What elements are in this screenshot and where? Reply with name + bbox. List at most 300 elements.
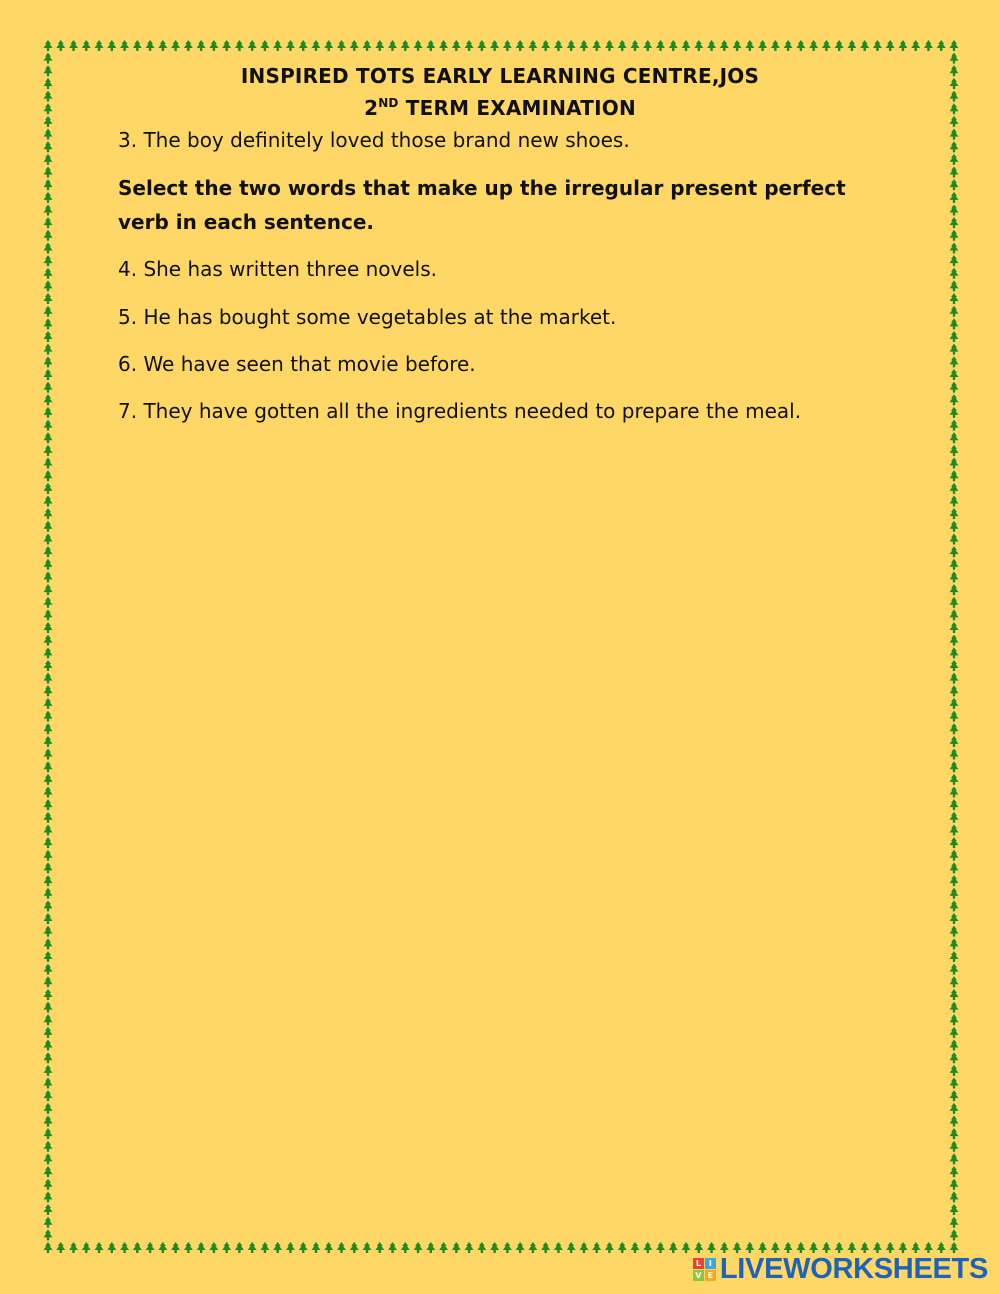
tree-icon: [44, 888, 53, 899]
tree-icon: [146, 1242, 155, 1253]
tree-icon: [784, 40, 793, 51]
tree-icon: [44, 483, 53, 494]
tree-icon: [950, 167, 959, 178]
liveworksheets-logo: [693, 1252, 988, 1286]
tree-icon: [567, 1242, 576, 1253]
instruction-line-2: verb in each sentence.: [118, 210, 375, 234]
tree-icon: [758, 40, 767, 51]
tree-icon: [452, 1242, 461, 1253]
tree-icon: [44, 989, 53, 1000]
tree-icon: [950, 204, 959, 215]
tree-icon: [350, 40, 359, 51]
tree-icon: [528, 1242, 537, 1253]
tree-icon: [44, 1103, 53, 1114]
tree-icon: [579, 40, 588, 51]
tree-icon: [56, 40, 65, 51]
tree-icon: [235, 40, 244, 51]
tree-icon: [669, 1242, 678, 1253]
tree-icon: [248, 40, 257, 51]
tree-icon: [605, 1242, 614, 1253]
tree-icon: [273, 1242, 282, 1253]
tree-icon: [44, 53, 53, 64]
tree-icon: [950, 369, 959, 380]
tree-icon: [107, 40, 116, 51]
tree-icon: [171, 1242, 180, 1253]
tree-icon: [950, 951, 959, 962]
tree-icon: [133, 40, 142, 51]
tree-icon: [950, 521, 959, 532]
tree-icon: [44, 862, 53, 873]
question-4: 4. She has written three novels.: [118, 257, 437, 281]
tree-icon: [44, 597, 53, 608]
tree-icon: [950, 192, 959, 203]
tree-icon: [56, 1242, 65, 1253]
tree-icon: [171, 40, 180, 51]
exam-title: [0, 96, 1000, 120]
tree-icon: [950, 546, 959, 557]
tree-icon: [707, 40, 716, 51]
tree-icon: [950, 875, 959, 886]
tree-icon: [950, 799, 959, 810]
tree-icon: [44, 382, 53, 393]
tree-icon: [44, 1115, 53, 1126]
tree-icon: [669, 40, 678, 51]
tree-icon: [44, 1040, 53, 1051]
tree-icon: [44, 875, 53, 886]
tree-icon: [452, 40, 461, 51]
tree-icon: [44, 571, 53, 582]
tree-icon: [44, 660, 53, 671]
tree-icon: [44, 1002, 53, 1013]
tree-icon: [311, 40, 320, 51]
tree-icon: [835, 40, 844, 51]
tree-icon: [44, 559, 53, 570]
tree-icon: [44, 40, 53, 51]
tree-icon: [44, 546, 53, 557]
tree-icon: [950, 470, 959, 481]
tree-icon: [465, 40, 474, 51]
tree-icon: [44, 306, 53, 317]
tree-icon: [44, 812, 53, 823]
tree-icon: [950, 40, 959, 51]
tree-icon: [44, 1090, 53, 1101]
tree-icon: [682, 40, 691, 51]
tree-icon: [44, 495, 53, 506]
tree-icon: [209, 40, 218, 51]
tree-icon: [44, 635, 53, 646]
tree-icon: [44, 1179, 53, 1190]
tree-icon: [222, 1242, 231, 1253]
tree-icon: [44, 622, 53, 633]
tree-icon: [197, 1242, 206, 1253]
tree-icon: [44, 242, 53, 253]
tree-icon: [44, 850, 53, 861]
tree-icon: [822, 40, 831, 51]
tree-icon: [950, 53, 959, 64]
tree-icon: [299, 1242, 308, 1253]
tree-icon: [44, 951, 53, 962]
tree-icon: [950, 242, 959, 253]
tree-icon: [950, 394, 959, 405]
term-suffix: ND: [378, 96, 399, 110]
tree-icon: [950, 420, 959, 431]
tree-icon: [950, 318, 959, 329]
tree-icon: [950, 1065, 959, 1076]
tree-icon: [950, 1141, 959, 1152]
tree-icon: [44, 344, 53, 355]
tree-icon: [950, 1115, 959, 1126]
tree-icon: [950, 888, 959, 899]
tree-icon: [950, 812, 959, 823]
tree-icon: [44, 293, 53, 304]
tree-icon: [44, 1052, 53, 1063]
tree-icon: [950, 1204, 959, 1215]
tree-icon: [950, 179, 959, 190]
tree-icon: [950, 407, 959, 418]
tree-icon: [618, 1242, 627, 1253]
tree-icon: [950, 976, 959, 987]
tree-icon: [44, 824, 53, 835]
tree-icon: [771, 40, 780, 51]
tree-icon: [809, 40, 818, 51]
tree-icon: [44, 179, 53, 190]
tree-icon: [950, 154, 959, 165]
tree-icon: [911, 40, 920, 51]
tree-icon: [44, 508, 53, 519]
tree-icon: [44, 1078, 53, 1089]
tree-icon: [796, 40, 805, 51]
tree-icon: [554, 40, 563, 51]
question-3: 3. The boy definitely loved those brand new shoes.: [118, 128, 630, 152]
tree-icon: [950, 508, 959, 519]
tree-icon: [847, 40, 856, 51]
tree-icon: [950, 673, 959, 684]
tree-icon: [44, 913, 53, 924]
tree-icon: [950, 445, 959, 456]
tree-icon: [643, 40, 652, 51]
tree-icon: [950, 1052, 959, 1063]
tree-icon: [950, 647, 959, 658]
tree-icon: [299, 40, 308, 51]
tree-icon: [44, 1141, 53, 1152]
tree-icon: [311, 1242, 320, 1253]
tree-icon: [950, 331, 959, 342]
tree-icon: [950, 432, 959, 443]
term-number: 2: [364, 96, 379, 120]
tree-icon: [950, 1166, 959, 1177]
tree-icon: [477, 40, 486, 51]
tree-icon: [950, 913, 959, 924]
tree-icon: [950, 660, 959, 671]
tree-icon: [184, 40, 193, 51]
tree-icon: [44, 268, 53, 279]
tree-icon: [643, 1242, 652, 1253]
tree-icon: [44, 900, 53, 911]
tree-icon: [44, 749, 53, 760]
tree-icon: [44, 723, 53, 734]
tree-icon: [950, 559, 959, 570]
tree-icon: [44, 1153, 53, 1164]
tree-icon: [950, 1128, 959, 1139]
tree-icon: [950, 774, 959, 785]
tree-icon: [44, 926, 53, 937]
tree-icon: [860, 40, 869, 51]
tree-icon: [414, 1242, 423, 1253]
tree-icon: [44, 230, 53, 241]
tree-icon: [286, 1242, 295, 1253]
tree-icon: [44, 1128, 53, 1139]
tree-icon: [44, 1229, 53, 1240]
tree-icon: [120, 1242, 129, 1253]
tree-icon: [44, 407, 53, 418]
tree-icon: [363, 40, 372, 51]
tree-icon: [44, 1204, 53, 1215]
tree-icon: [950, 129, 959, 140]
tree-icon: [439, 40, 448, 51]
tree-icon: [44, 331, 53, 342]
tree-icon: [248, 1242, 257, 1253]
tree-icon: [107, 1242, 116, 1253]
tree-icon: [950, 344, 959, 355]
tree-icon: [592, 40, 601, 51]
question-7: 7. They have gotten all the ingredients needed to prepare the meal.: [118, 399, 802, 423]
tree-icon: [950, 685, 959, 696]
tree-icon: [235, 1242, 244, 1253]
tree-icon: [388, 1242, 397, 1253]
tree-icon: [439, 1242, 448, 1253]
tree-icon: [950, 711, 959, 722]
tree-icon: [273, 40, 282, 51]
tree-icon: [44, 217, 53, 228]
tree-icon: [630, 40, 639, 51]
tree-icon: [950, 597, 959, 608]
tree-icon: [950, 458, 959, 469]
tree-icon: [950, 280, 959, 291]
logo-mark-icon: L I V E: [693, 1258, 716, 1281]
tree-icon: [465, 1242, 474, 1253]
tree-icon: [950, 382, 959, 393]
tree-icon: [375, 40, 384, 51]
tree-icon: [44, 1065, 53, 1076]
tree-icon: [630, 1242, 639, 1253]
tree-icon: [541, 40, 550, 51]
tree-icon: [44, 964, 53, 975]
tree-icon: [950, 1191, 959, 1202]
tree-icon: [873, 40, 882, 51]
tree-icon: [401, 1242, 410, 1253]
tree-icon: [260, 1242, 269, 1253]
tree-icon: [950, 255, 959, 266]
tree-icon: [44, 1217, 53, 1228]
tree-icon: [950, 761, 959, 772]
tree-icon: [950, 495, 959, 506]
tree-icon: [44, 774, 53, 785]
tree-icon: [44, 318, 53, 329]
tree-icon: [44, 609, 53, 620]
school-name: INSPIRED TOTS EARLY LEARNING CENTRE,JOS: [240, 64, 760, 88]
tree-icon: [950, 230, 959, 241]
tree-icon: [337, 40, 346, 51]
tree-icon: [950, 584, 959, 595]
tree-icon: [44, 787, 53, 798]
tree-icon: [69, 40, 78, 51]
tree-icon: [426, 1242, 435, 1253]
tree-icon: [324, 1242, 333, 1253]
tree-icon: [401, 40, 410, 51]
tree-icon: [950, 736, 959, 747]
tree-icon: [579, 1242, 588, 1253]
tree-icon: [950, 787, 959, 798]
tree-icon: [146, 40, 155, 51]
tree-icon: [44, 938, 53, 949]
tree-icon: [426, 40, 435, 51]
exam-label: TERM EXAMINATION: [405, 96, 636, 120]
tree-icon: [950, 217, 959, 228]
tree-icon: [950, 1229, 959, 1240]
tree-icon: [82, 1242, 91, 1253]
tree-icon: [337, 1242, 346, 1253]
tree-icon: [286, 40, 295, 51]
tree-icon: [375, 1242, 384, 1253]
tree-icon: [886, 40, 895, 51]
tree-icon: [898, 40, 907, 51]
tree-icon: [350, 1242, 359, 1253]
tree-icon: [950, 938, 959, 949]
tree-icon: [950, 1153, 959, 1164]
tree-icon: [950, 837, 959, 848]
tree-icon: [950, 1078, 959, 1089]
tree-icon: [120, 40, 129, 51]
tree-icon: [592, 1242, 601, 1253]
tree-icon: [44, 976, 53, 987]
tree-icon: [950, 900, 959, 911]
tree-icon: [158, 40, 167, 51]
tree-icon: [44, 711, 53, 722]
tree-icon: [44, 673, 53, 684]
tree-icon: [222, 40, 231, 51]
tree-icon: [82, 40, 91, 51]
tree-icon: [950, 1040, 959, 1051]
tree-icon: [95, 40, 104, 51]
question-5: 5. He has bought some vegetables at the market.: [118, 305, 617, 329]
tree-icon: [950, 622, 959, 633]
tree-icon: [528, 40, 537, 51]
tree-icon: [950, 824, 959, 835]
tree-icon: [950, 609, 959, 620]
tree-icon: [950, 1027, 959, 1038]
tree-icon: [44, 799, 53, 810]
tree-icon: [158, 1242, 167, 1253]
tree-icon: [44, 420, 53, 431]
tree-icon: [656, 40, 665, 51]
question-6: 6. We have seen that movie before.: [118, 352, 476, 376]
tree-icon: [541, 1242, 550, 1253]
tree-icon: [950, 293, 959, 304]
tree-icon: [950, 989, 959, 1000]
logo-text: LIVEWORKSHEETS: [719, 1252, 988, 1285]
tree-icon: [950, 850, 959, 861]
tree-icon: [44, 1014, 53, 1025]
tree-icon: [363, 1242, 372, 1253]
tree-icon: [44, 533, 53, 544]
tree-icon: [516, 1242, 525, 1253]
tree-icon: [44, 255, 53, 266]
tree-icon: [44, 584, 53, 595]
tree-icon: [44, 837, 53, 848]
tree-icon: [44, 167, 53, 178]
tree-icon: [44, 1166, 53, 1177]
tree-icon: [618, 40, 627, 51]
tree-icon: [567, 40, 576, 51]
tree-icon: [950, 723, 959, 734]
tree-icon: [490, 40, 499, 51]
tree-icon: [656, 1242, 665, 1253]
tree-icon: [924, 40, 933, 51]
tree-icon: [950, 635, 959, 646]
tree-icon: [95, 1242, 104, 1253]
tree-icon: [44, 445, 53, 456]
tree-icon: [44, 1242, 53, 1253]
tree-icon: [950, 1179, 959, 1190]
tree-icon: [605, 40, 614, 51]
tree-icon: [950, 1002, 959, 1013]
tree-icon: [44, 432, 53, 443]
tree-icon: [414, 40, 423, 51]
tree-icon: [733, 40, 742, 51]
tree-icon: [477, 1242, 486, 1253]
tree-icon: [44, 647, 53, 658]
tree-icon: [44, 521, 53, 532]
tree-icon: [694, 40, 703, 51]
tree-icon: [44, 698, 53, 709]
tree-icon: [745, 40, 754, 51]
tree-icon: [209, 1242, 218, 1253]
tree-icon: [950, 964, 959, 975]
tree-icon: [950, 749, 959, 760]
tree-icon: [44, 394, 53, 405]
tree-icon: [950, 483, 959, 494]
tree-icon: [950, 268, 959, 279]
tree-icon: [950, 862, 959, 873]
tree-icon: [720, 40, 729, 51]
tree-icon: [490, 1242, 499, 1253]
tree-icon: [516, 40, 525, 51]
tree-icon: [950, 306, 959, 317]
tree-icon: [260, 40, 269, 51]
tree-icon: [937, 40, 946, 51]
tree-icon: [950, 1103, 959, 1114]
tree-icon: [503, 1242, 512, 1253]
tree-icon: [950, 926, 959, 937]
tree-icon: [682, 1242, 691, 1253]
tree-icon: [44, 129, 53, 140]
tree-icon: [388, 40, 397, 51]
tree-icon: [44, 1027, 53, 1038]
tree-icon: [44, 192, 53, 203]
tree-icon: [950, 571, 959, 582]
tree-icon: [950, 356, 959, 367]
tree-icon: [197, 40, 206, 51]
tree-icon: [503, 40, 512, 51]
tree-icon: [69, 1242, 78, 1253]
tree-icon: [44, 369, 53, 380]
tree-icon: [950, 533, 959, 544]
tree-icon: [44, 204, 53, 215]
tree-icon: [44, 736, 53, 747]
tree-icon: [950, 1217, 959, 1228]
tree-icon: [184, 1242, 193, 1253]
tree-icon: [44, 356, 53, 367]
